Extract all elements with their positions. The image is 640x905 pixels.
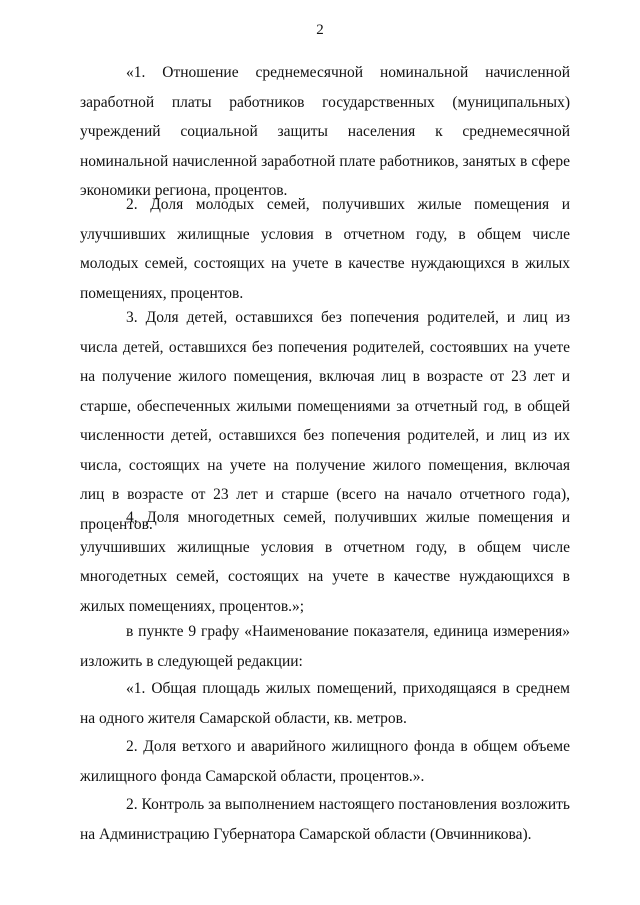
paragraph-indicator-4: 4. Доля многодетных семей, получивших жилые помещения и улучшивших жилищные условия в отчетном году, в общем числе многодетных семей, состоящих на учете в качестве нуждающихся в жилых помещениях, процентов.»; <box>80 509 570 615</box>
paragraph-point-9-instruction: в пункте 9 графу «Наименование показателя, единица измерения» изложить в следующей редакции: <box>80 623 570 670</box>
page-number: 2 <box>316 22 324 38</box>
paragraph-new-indicator-1: «1. Общая площадь жилых помещений, приходящаяся в среднем на одного жителя Самарской области, кв. метров. <box>80 680 570 727</box>
paragraph-indicator-2: 2. Доля молодых семей, получивших жилые помещения и улучшивших жилищные условия в отчетном году, в общем числе молодых семей, состоящих на учете в качестве нуждающихся в жилых помещениях, процентов. <box>80 196 570 302</box>
paragraph-new-indicator-2: 2. Доля ветхого и аварийного жилищного фонда в общем объеме жилищного фонда Самарской области, процентов.». <box>80 738 570 785</box>
paragraph-indicator-3: 3. Доля детей, оставшихся без попечения родителей, и лиц из числа детей, оставшихся без попечения родителей, состоявших на учете на получение жилого помещения, включая лиц в возрасте от 23 лет и старше, обеспеченных жилыми помещениями за отчетный год, в общей численности детей, оставшихся без попечения родителей, и лиц из их числа, состоящих на учете на получение жилого помещения, включая лиц в возрасте от 23 лет и старше (всего на начало отчетного года), процентов. <box>80 309 570 533</box>
paragraph-indicator-1: «1. Отношение среднемесячной номинальной начисленной заработной платы работников государственных (муниципальных) учреждений социальной защиты населения к среднемесячной номинальной начисленной заработной плате работников, занятых в сфере экономики региона, процентов. <box>80 64 570 199</box>
paragraph-control-clause: 2. Контроль за выполнением настоящего постановления возложить на Администрацию Губернатора Самарской области (Овчинникова). <box>80 796 570 843</box>
